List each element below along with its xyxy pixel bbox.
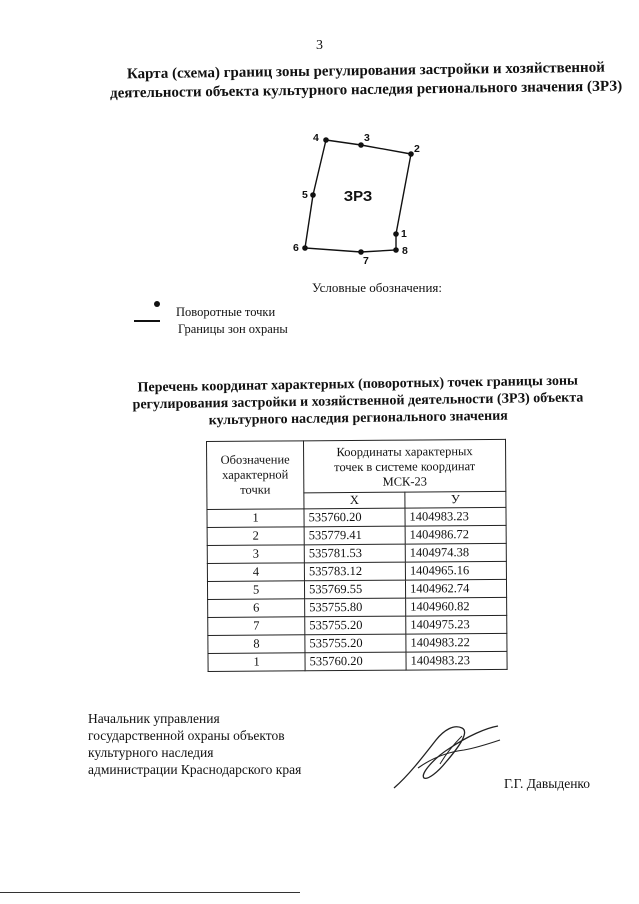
cell-x: 535769.55 xyxy=(304,580,405,599)
cell-x: 535779.41 xyxy=(304,526,405,545)
turning-point-2 xyxy=(408,151,414,157)
table-row xyxy=(207,561,506,581)
coordinates-table xyxy=(206,439,508,672)
turning-point-symbol xyxy=(154,301,160,307)
turning-point-label: 7 xyxy=(363,255,369,267)
cell-x: 535755.20 xyxy=(305,634,406,653)
turning-point-label: 1 xyxy=(401,228,407,240)
table-row xyxy=(208,597,507,617)
cell-point: 4 xyxy=(207,563,304,582)
cell-x: 535760.20 xyxy=(304,508,405,527)
legend-title: Условные обозначения: xyxy=(312,280,443,295)
turning-point-label: 5 xyxy=(302,189,308,201)
cell-y: 1404983.22 xyxy=(406,633,507,652)
table-row xyxy=(208,651,507,671)
cell-point: 8 xyxy=(208,635,305,654)
header-coordinates: Координаты характерных точек в системе координат МСК-23 xyxy=(304,439,506,492)
turning-point-label: 8 xyxy=(402,245,408,257)
table-title xyxy=(108,372,609,431)
signatory-position: Начальник управления государственной охраны объектов культурного наследия администрации Краснодарского края xyxy=(88,711,302,777)
legend-item-turning-points: Поворотные точки xyxy=(176,305,276,319)
cell-y: 1404986.72 xyxy=(405,525,506,544)
cell-point: 1 xyxy=(208,653,305,672)
turning-point-label: 3 xyxy=(364,132,370,144)
signatory-name: Г.Г. Давыденко xyxy=(504,776,591,791)
cell-x: 535781.53 xyxy=(304,544,405,563)
turning-point-5 xyxy=(310,192,316,198)
table-row xyxy=(208,633,507,653)
turning-point-label: 6 xyxy=(293,242,299,254)
boundary-line-symbol xyxy=(134,320,160,322)
zone-label: ЗРЗ xyxy=(343,188,373,205)
table-title-line: Перечень координат характерных (поворотных) точек границы зоны xyxy=(137,373,579,396)
turning-point-4 xyxy=(323,137,329,143)
cell-point: 3 xyxy=(207,545,304,564)
cell-point: 7 xyxy=(208,617,305,636)
cell-y: 1404983.23 xyxy=(405,507,506,526)
cell-y: 1404974.38 xyxy=(405,543,506,562)
header-point-designation: Обозначение характерной точки xyxy=(207,441,304,510)
legend-dot-symbol xyxy=(154,301,160,307)
map-title xyxy=(96,58,636,104)
turning-point-1 xyxy=(393,231,399,237)
map-title-line: Карта (схема) границ зоны регулирования застройки и хозяйственной xyxy=(126,59,605,83)
turning-point-label: 2 xyxy=(414,143,420,155)
zone-boundary-map xyxy=(280,128,430,278)
cell-point: 2 xyxy=(207,527,304,546)
handwritten-signature xyxy=(388,718,508,798)
cell-y: 1404965.16 xyxy=(405,561,506,580)
table-title-line: регулирования застройки и хозяйственной деятельности (ЗРЗ) объекта xyxy=(132,390,584,413)
cell-point: 6 xyxy=(208,599,305,618)
header-x: X xyxy=(304,492,405,509)
cell-y: 1404983.23 xyxy=(406,651,507,670)
cell-y: 1404962.74 xyxy=(405,579,506,598)
turning-point-3 xyxy=(358,142,364,148)
legend-item-boundaries: Границы зон охраны xyxy=(178,322,288,336)
table-row xyxy=(207,543,506,563)
cell-x: 535755.80 xyxy=(305,598,406,617)
header-y: У xyxy=(405,491,506,508)
cell-x: 535755.20 xyxy=(305,616,406,635)
cell-x: 535783.12 xyxy=(304,562,405,581)
page-number: 3 xyxy=(316,38,323,53)
table-row xyxy=(207,525,506,545)
table-row xyxy=(207,579,506,599)
cell-y: 1404975.23 xyxy=(406,615,507,634)
cell-y: 1404960.82 xyxy=(406,597,507,616)
turning-point-label: 4 xyxy=(313,132,319,144)
cell-point: 5 xyxy=(207,581,304,600)
cell-x: 535760.20 xyxy=(305,652,406,671)
cell-point: 1 xyxy=(207,509,304,528)
table-title-line: культурного наследия регионального значения xyxy=(208,408,508,429)
table-row xyxy=(207,507,506,527)
bottom-divider xyxy=(0,892,300,893)
map-title-line: деятельности объекта культурного наследия регионального значения (ЗРЗ) xyxy=(109,78,623,102)
turning-point-8 xyxy=(393,247,399,253)
table-row xyxy=(208,615,507,635)
turning-point-6 xyxy=(302,245,308,251)
turning-point-7 xyxy=(358,249,364,255)
